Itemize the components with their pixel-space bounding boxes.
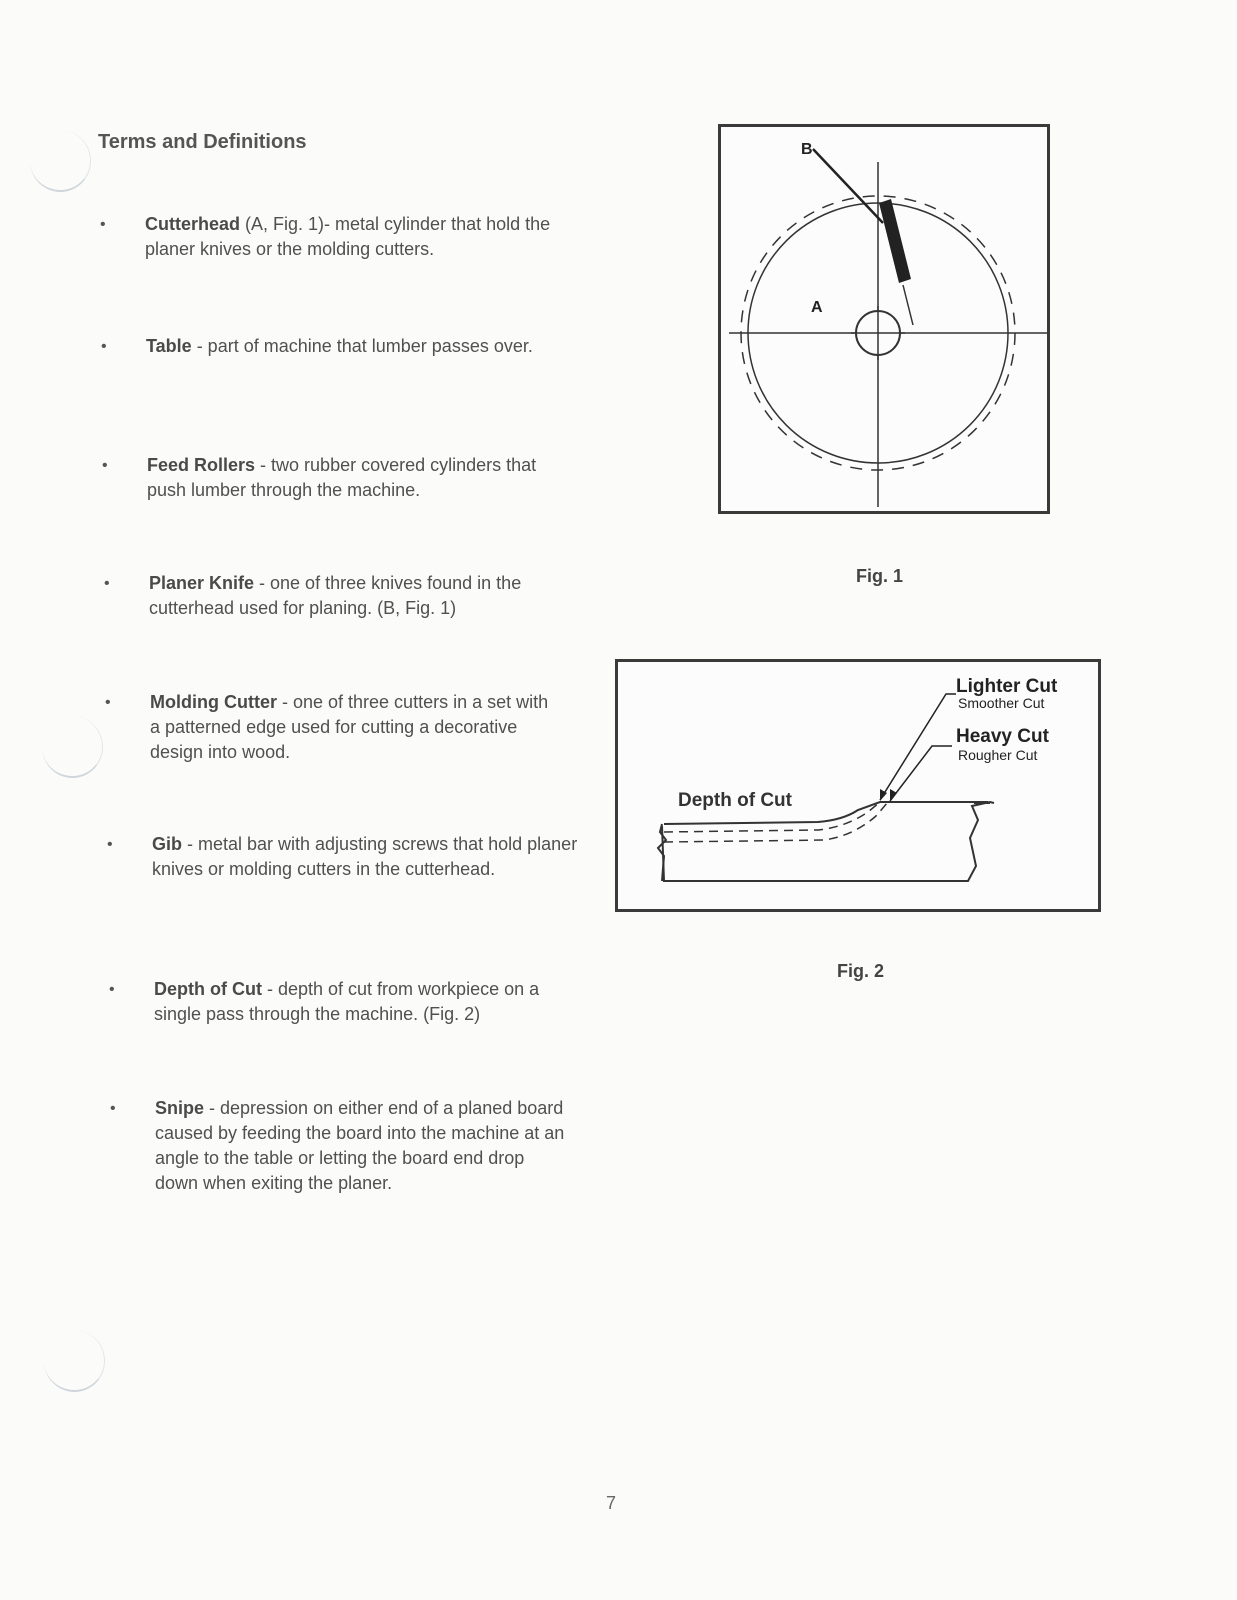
term-item-planer-knife: [104, 571, 579, 621]
term-item-gib: [107, 832, 582, 882]
term-item-table: [101, 334, 576, 359]
term-item-cutterhead: [100, 212, 575, 262]
binder-hole: [30, 130, 91, 192]
term-item-depth-of-cut: [109, 977, 574, 1027]
term-name: Molding Cutter: [150, 692, 277, 712]
term-name: Snipe: [155, 1098, 205, 1118]
lighter-cut-title: Lighter Cut: [956, 676, 1058, 697]
bullet: •: [102, 457, 108, 474]
bullet: •: [100, 216, 106, 233]
bullet: •: [107, 836, 113, 853]
figure-1-caption: Fig. 1: [856, 566, 904, 586]
term-item-feed-rollers: [102, 453, 577, 503]
figure-1-cutterhead-diagram: [718, 124, 1050, 514]
term-description: - depression on either end of a planed board caused by feeding the board into the machine at an angle to the table or letting the board end drop down when exiting the planer.: [155, 1098, 565, 1193]
figure-2-depth-of-cut-diagram: [615, 659, 1101, 912]
term-description: - part of machine that lumber passes over.: [191, 336, 533, 356]
term-description: - one of three knives found in the cutterhead used for planing. (B, Fig. 1): [149, 573, 522, 618]
lighter-cut-leader: [880, 694, 956, 800]
heavy-cut-subtitle: Rougher Cut: [958, 747, 1038, 763]
term-description: - depth of cut from workpiece on a single pass through the machine. (Fig. 2): [154, 979, 540, 1024]
label-b: B: [801, 141, 813, 158]
term-name: Cutterhead: [145, 214, 241, 234]
term-name: Gib: [152, 834, 182, 854]
bullet: •: [104, 575, 110, 592]
binder-hole: [42, 716, 103, 778]
figure-1-drawing: [721, 127, 1047, 511]
leader-line-b: [813, 149, 883, 223]
heavy-cut-title: Heavy Cut: [956, 726, 1049, 747]
term-item-snipe: [110, 1096, 565, 1196]
term-description: - metal bar with adjusting screws that hold planer knives or molding cutters in the cutterhead.: [152, 834, 578, 879]
term-description: (A, Fig. 1)- metal cylinder that hold the planer knives or the molding cutters.: [145, 214, 551, 259]
term-name: Table: [146, 336, 192, 356]
heavy-cut-leader: [890, 746, 952, 801]
planer-knife-shape: [879, 199, 911, 283]
depth-of-cut-label: Depth of Cut: [678, 790, 792, 811]
term-description: - two rubber covered cylinders that push lumber through the machine.: [147, 455, 537, 500]
label-a: A: [811, 299, 823, 316]
term-name: Planer Knife: [149, 573, 255, 593]
section-heading: Terms and Definitions: [98, 131, 307, 153]
binder-hole: [44, 1330, 105, 1392]
term-name: Feed Rollers: [147, 455, 256, 475]
figure-2-caption: Fig. 2: [837, 961, 885, 981]
figure-2-drawing: [618, 662, 1098, 909]
lighter-cut-subtitle: Smoother Cut: [958, 695, 1045, 711]
bullet: •: [110, 1100, 116, 1117]
bullet: •: [101, 338, 107, 355]
term-item-molding-cutter: [105, 690, 560, 765]
bullet: •: [105, 694, 111, 711]
term-name: Depth of Cut: [154, 979, 262, 999]
term-description: - one of three cutters in a set with a patterned edge used for cutting a decorative design into wood.: [150, 692, 549, 762]
page-number: 7: [606, 1493, 617, 1513]
bullet: •: [109, 981, 115, 998]
